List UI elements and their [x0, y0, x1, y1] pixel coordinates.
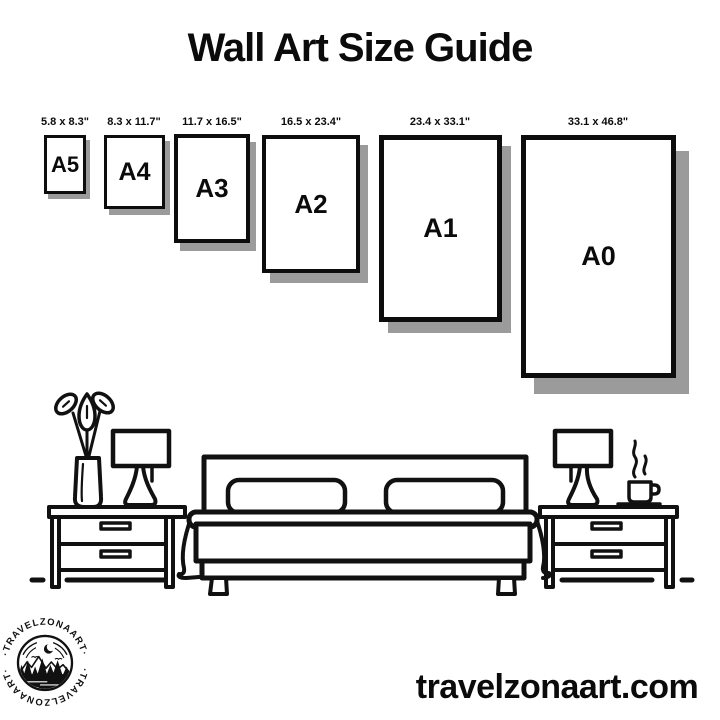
- page-title: Wall Art Size Guide: [187, 26, 533, 70]
- bedroom-illustration: [0, 388, 720, 600]
- bed-leg-right: [498, 578, 515, 594]
- size-dims-a1: 23.4 x 33.1": [409, 116, 471, 128]
- flower-vase-icon: [52, 389, 117, 507]
- size-frame-label-a1: A1: [423, 213, 458, 243]
- size-frame-label-a4: A4: [118, 157, 151, 186]
- coffee-cup-icon: [618, 441, 660, 504]
- size-dims-a0: 33.1 x 46.8": [567, 116, 629, 128]
- size-frame-label-a3: A3: [195, 173, 229, 203]
- size-frame-a2: [262, 135, 360, 273]
- table-lamp-right-icon: [555, 431, 611, 505]
- size-frame-a5: [44, 135, 86, 194]
- nightstand-right-icon: [540, 507, 677, 587]
- nightstand-left-icon: [49, 507, 185, 587]
- flower-leaf-left-icon: [52, 390, 80, 417]
- logo-arc-text-bottom: ·TRAVELZONAART·: [0, 667, 90, 707]
- bed-leg-left: [210, 578, 227, 594]
- size-dims-a4: 8.3 x 11.7": [107, 116, 161, 128]
- pillow-left: [228, 480, 345, 513]
- duvet-front: [196, 524, 530, 561]
- size-frame-a1: [379, 135, 502, 322]
- size-frame-a3: [174, 134, 250, 243]
- steam-icon: [644, 456, 646, 474]
- bed-base: [202, 561, 524, 578]
- brand-logo-badge: [0, 617, 90, 707]
- size-dims-a2: 16.5 x 23.4": [280, 116, 342, 128]
- size-frame-label-a0: A0: [581, 241, 616, 271]
- size-frame-label-a2: A2: [294, 188, 328, 219]
- steam-icon: [634, 441, 637, 477]
- size-frame-a0: [521, 135, 676, 378]
- pillow-right: [386, 480, 503, 513]
- table-lamp-left-icon: [113, 431, 169, 505]
- website-url: travelzonaart.com: [415, 668, 699, 706]
- double-bed-icon: [179, 457, 550, 594]
- vase-icon: [75, 458, 101, 507]
- size-frame-label-a5: A5: [50, 151, 80, 177]
- size-dims-a5: 5.8 x 8.3": [40, 116, 90, 128]
- size-dims-a3: 11.7 x 16.5": [182, 116, 242, 128]
- logo-arc-text-top: ·TRAVELZONAART·: [0, 617, 90, 657]
- size-frame-a4: [104, 135, 165, 209]
